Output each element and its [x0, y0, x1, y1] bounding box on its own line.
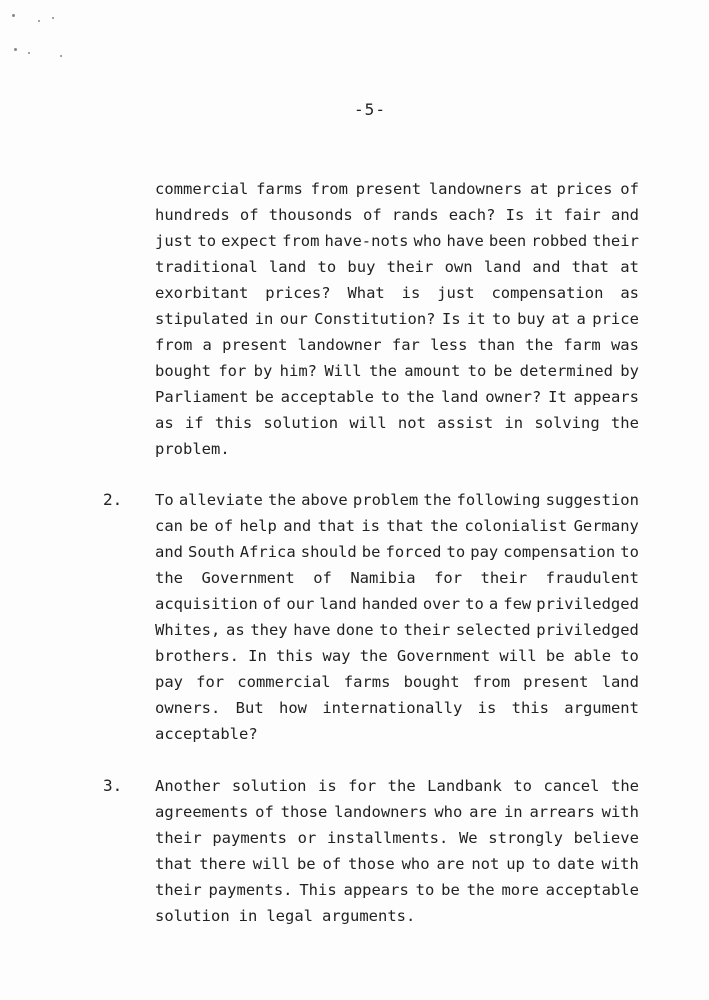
text-line: acceptable? [155, 725, 258, 743]
text-line: Another solution is for the Landbank to cancel the [155, 777, 639, 795]
text-line: as if this solution will not assist in solving the [155, 414, 639, 432]
paragraph-2 [155, 487, 639, 747]
text-line: and South Africa should be forced to pay compensation to [155, 543, 639, 561]
text-line: that there will be of those who are not up to date with [155, 855, 639, 873]
text-line: brothers. In this way the Government will be able to [155, 647, 639, 665]
scan-speck [52, 17, 54, 19]
text-line: can be of help and that is that the colonialist Germany [155, 517, 639, 535]
text-line: pay for commercial farms bought from present land [155, 673, 639, 691]
text-line: exorbitant prices? What is just compensation as [155, 284, 639, 302]
text-line: owners. But how internationally is this argument [155, 699, 639, 717]
text-line: from a present landowner far less than the farm was [155, 336, 639, 354]
text-line: acquisition of our land handed over to a few priviledged [155, 595, 639, 613]
text-line: agreements of those landowners who are in arrears with [155, 803, 639, 821]
text-line: just to expect from have-nots who have been robbed their [155, 232, 639, 250]
text-line: traditional land to buy their own land and that at [155, 258, 639, 276]
text-line: hundreds of thousonds of rands each? Is it fair and [155, 206, 639, 224]
text-line: their payments or installments. We strongly believe [155, 829, 639, 847]
scan-speck [60, 55, 62, 57]
text-line: problem. [155, 440, 230, 458]
text-line: To alleviate the above problem the following suggestion [155, 491, 639, 509]
scan-speck [38, 20, 40, 22]
text-line: their payments. This appears to be the more acceptable [155, 881, 639, 899]
paragraph-number-2: 2. [103, 490, 123, 509]
text-line: bought for by him? Will the amount to be determined by [155, 362, 639, 380]
text-line: solution in legal arguments. [155, 907, 416, 925]
text-line: stipulated in our Constitution? Is it to buy at a price [155, 310, 639, 328]
text-line: the Government of Namibia for their fraudulent [155, 569, 639, 587]
page-number: -5- [354, 100, 386, 119]
paragraph-continuation [155, 176, 639, 462]
text-line: Whites, as they have done to their selected priviledged [155, 621, 639, 639]
text-line: commercial farms from present landowners at prices of [155, 180, 639, 198]
paragraph-3 [155, 773, 639, 929]
scan-speck [12, 14, 15, 17]
paragraph-number-3: 3. [103, 776, 123, 795]
scan-speck [28, 52, 30, 54]
scan-speck [14, 48, 17, 51]
text-line: Parliament be acceptable to the land owner? It appears [155, 388, 639, 406]
